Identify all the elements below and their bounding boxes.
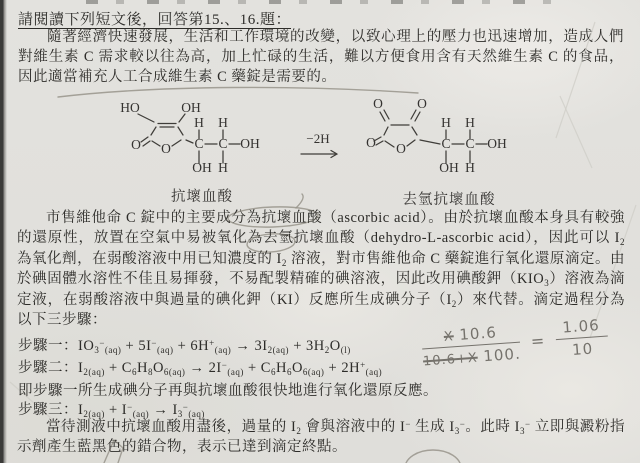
equals-sign: = [530, 330, 546, 351]
dehydroascorbic-acid-structure [366, 96, 507, 175]
arrow-label: −2H [306, 131, 330, 146]
reaction-arrow [301, 131, 337, 158]
pencil-underline-curve [58, 87, 418, 97]
atom-label: OH [439, 160, 459, 175]
document-heading: 請閱讀下列短文後，回答第15.、16.題： [18, 12, 292, 28]
atom-label: O [373, 96, 383, 111]
atom-label: C [218, 136, 228, 151]
closing-paragraph: 當待測液中抗壞血酸用盡後，過量的 $I_2$ 會與溶液中的 I− 生成 $I_3^-$。此時 $I_3^-$ 立即與澱粉指示劑產生藍黑色的錯合物，表示已達到滴定終點。 [17, 419, 626, 455]
ascorbic-acid-structure [120, 100, 260, 175]
handwritten-fraction-result [555, 316, 609, 360]
atom-label: HO [120, 100, 140, 115]
step-1-formula: $IO_3^-_{(aq)} + 5I^-_{(aq)} + 6H^+_{(aq)} \to 3I_{2(aq)} + 3H_2O_{(l)}$ [78, 338, 351, 355]
atom-label: O [417, 96, 427, 111]
handwritten-fraction-main [421, 322, 522, 370]
structure-label-left: 抗壞血酸 [171, 189, 233, 205]
atom-label: C [441, 136, 451, 151]
step-3-label: 步驟三： [18, 402, 78, 418]
atom-label: OH [240, 136, 260, 151]
step-2-line [18, 356, 382, 377]
atom-label: O [131, 137, 141, 152]
step-3-formula: $I_{2(aq)} + I^-_{(aq)} \to I_3^-_{(aq)}$ [78, 402, 205, 419]
paper-crease [560, 96, 592, 168]
atom-label: C [465, 136, 475, 151]
step-2-formula: $I_{2(aq)} + C_6H_8O_{6(aq)} \to 2I^-_{(aq)} + C_6H_6O_{6(aq)} + 2H^+_{(aq)}$ [78, 360, 383, 377]
denominator-value: 100. [482, 344, 522, 366]
scan-edge-shadow [0, 0, 7, 463]
atom-label: H [218, 115, 228, 130]
atom-label: OH [487, 136, 507, 151]
atom-label: H [441, 115, 451, 130]
atom-label: C [194, 136, 204, 151]
atom-label: OH [181, 100, 201, 115]
result-denominator: 10 [571, 339, 594, 360]
atom-label: H [465, 160, 475, 175]
scan-top-bleed [86, 0, 566, 4]
intro-paragraph: 隨著經濟快速發展，生活和工作環境的改變，以致心理上的壓力也迅速增加，造成人們對維生素 C 需求較以往為高，加上忙碌的生活，難以方便食用含有天然維生素 C 的食品，因此適當補充人工合成維生素 C 藥錠是需要的。 [18, 29, 624, 85]
atom-label: O [396, 141, 406, 156]
atom-label: OH [192, 160, 212, 175]
crossed-out-denominator: 10.6+X [422, 350, 479, 370]
pencil-circle-tail [296, 194, 303, 208]
atom-label: O [366, 135, 376, 150]
main-paragraph: 市售維他命 C 錠中的主要成分為抗壞血酸（ascorbic acid）。由於抗壞血酸本身具有較強的還原性，放置在空氣中易被氧化為去氫抗壞血酸（dehydro-L-ascorbic acid），因此可以 $I_2$ 為氧化劑，在弱酸溶液中用已知濃度的 $I_2$ 溶液，對市售維他命 C 藥錠進行氧化還原滴定。由於碘固體水溶性不佳且易揮發，不易配製精確的碘溶液，因此改用碘酸鉀$(KIO_3)$溶液為滴定液，在弱酸溶液中與過量的碘化鉀（KI）反應所生成碘分子$(I_2)$來代替。滴定過程分為以下三步驟： [17, 210, 626, 329]
result-numerator: 1.06 [555, 316, 608, 341]
atom-label: H [218, 160, 228, 175]
atom-label: O [161, 141, 171, 156]
step-3-line [18, 398, 205, 419]
step-2-label: 步驟二： [18, 360, 78, 376]
step-note-line: 即步驟一所生成碘分子再與抗壞血酸很快地進行氧化還原反應。 [18, 383, 438, 399]
atom-label: H [465, 115, 475, 130]
crossed-out-x: X [443, 329, 455, 345]
atom-label: H [194, 115, 204, 130]
step-1-line [18, 334, 351, 355]
numerator-value: 10.6 [458, 323, 498, 344]
step-1-label: 步驟一： [18, 338, 78, 354]
structure-label-right: 去氫抗壞血酸 [402, 192, 496, 208]
